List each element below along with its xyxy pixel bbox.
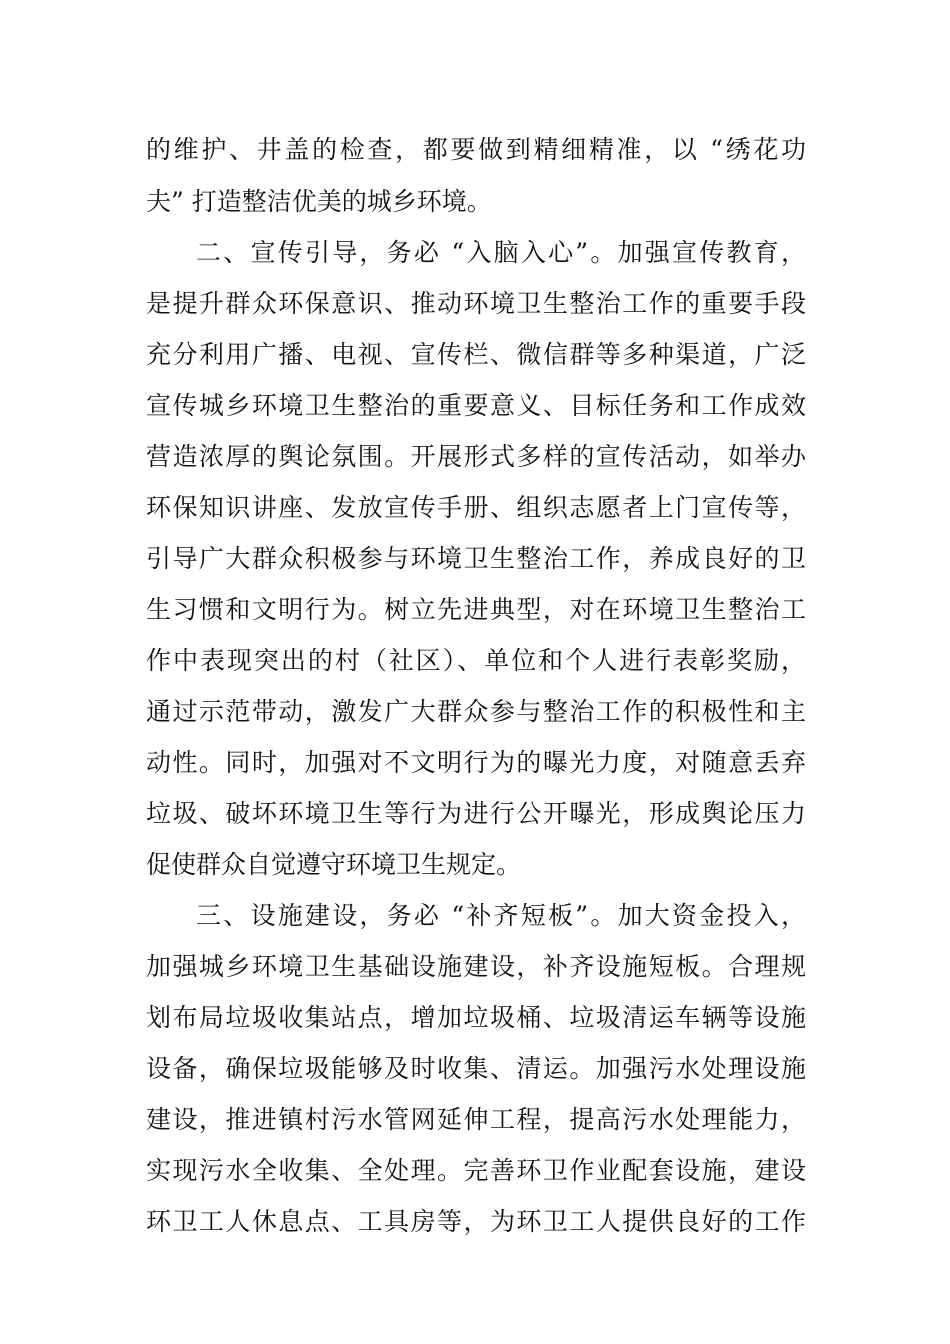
text-line-18: 划布局垃圾收集站点，增加垃圾桶、垃圾清运车辆等设施 [146, 1003, 806, 1032]
text-line-16-section-3-heading: 三、设施建设，务必 “补齐短板”。加大资金投入， [196, 901, 806, 930]
text-line-12: 通过示范带动，激发广大群众参与整治工作的积极性和主 [146, 697, 806, 726]
text-line-1: 的维护、井盖的检查，都要做到精细精准，以 “绣花功 [146, 135, 806, 164]
text-line-5: 充分利用广播、电视、宣传栏、微信群等多种渠道，广泛 [146, 340, 806, 369]
text-line-7: 营造浓厚的舆论氛围。开展形式多样的宣传活动，如举办 [146, 442, 806, 471]
text-line-20: 建设，推进镇村污水管网延伸工程，提高污水处理能力， [146, 1105, 806, 1134]
text-line-22: 环卫工人休息点、工具房等，为环卫工人提供良好的工作 [146, 1207, 806, 1236]
text-line-13: 动性。同时，加强对不文明行为的曝光力度，对随意丢弃 [146, 748, 806, 777]
text-line-17: 加强城乡环境卫生基础设施建设，补齐设施短板。合理规 [146, 952, 806, 981]
text-line-3-section-2-heading: 二、宣传引导，务必 “入脑入心”。加强宣传教育， [196, 238, 806, 267]
text-line-9: 引导广大群众积极参与环境卫生整治工作，养成良好的卫 [146, 544, 806, 573]
text-line-10: 生习惯和文明行为。树立先进典型，对在环境卫生整治工 [146, 595, 806, 624]
text-line-21: 实现污水全收集、全处理。完善环卫作业配套设施，建设 [146, 1156, 806, 1185]
text-line-19: 设备，确保垃圾能够及时收集、清运。加强污水处理设施 [146, 1054, 806, 1083]
text-line-8: 环保知识讲座、发放宣传手册、组织志愿者上门宣传等， [146, 493, 806, 522]
text-line-4: 是提升群众环保意识、推动环境卫生整治工作的重要手段 [146, 289, 806, 318]
text-line-11: 作中表现突出的村（社区）、单位和个人进行表彰奖励， [146, 646, 806, 675]
text-line-2: 夫” 打造整洁优美的城乡环境。 [146, 187, 492, 216]
text-line-6: 宣传城乡环境卫生整治的重要意义、目标任务和工作成效 [146, 391, 806, 420]
text-line-15: 促使群众自觉遵守环境卫生规定。 [146, 850, 522, 879]
text-line-14: 垃圾、破坏环境卫生等行为进行公开曝光，形成舆论压力 [146, 799, 806, 828]
